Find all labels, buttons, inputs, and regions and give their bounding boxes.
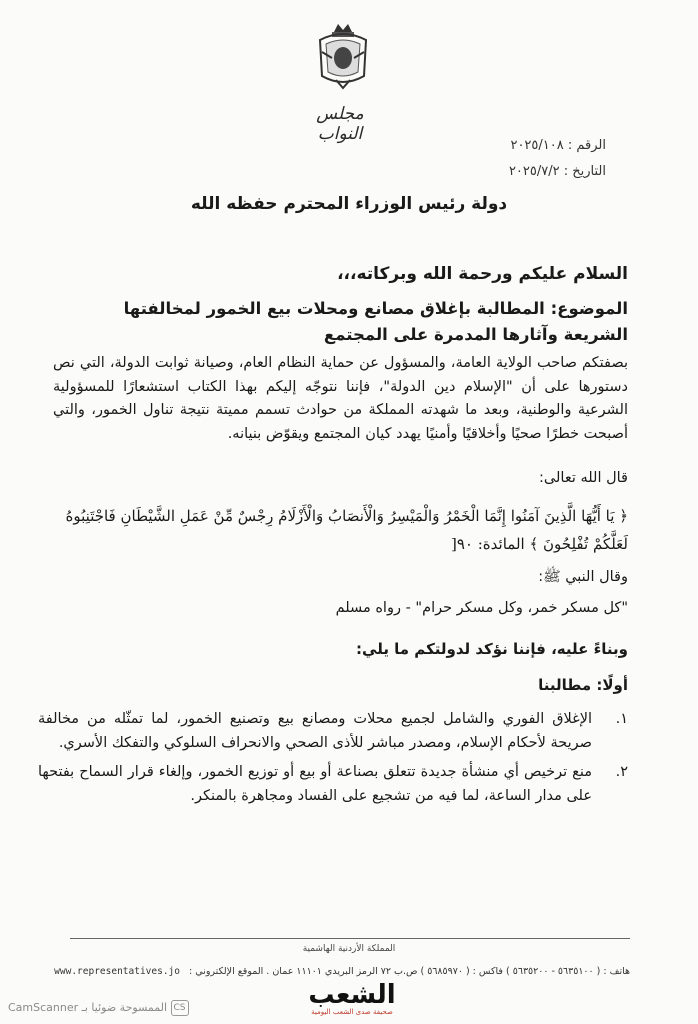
list-item-text: الإغلاق الفوري والشامل لجميع محلات ومصانع بيع وتصنيع الخمور، لما تمثّله من مخالفة صريحة لأحكام الإسلام، ومصدر مباشر للأذى الصحي والانحراف السلوكي والتفكك الأسري. [38, 711, 592, 751]
scanner-note: الممسوحة ضوئيا بـ CamScanner [8, 1001, 168, 1014]
quran-verse: ﴿ يَا أَيُّهَا الَّذِينَ آمَنُوا إِنَّمَا الْخَمْرُ وَالْمَيْسِرُ وَالْأَنصَابُ وَالْأَزْلَامُ رِجْسٌ مِّنْ عَمَلِ الشَّيْطَانِ فَاجْتَنِبُوهُ لَعَلَّكُمْ تُفْلِحُونَ ﴾ المائدة: ٩٠[ [65, 507, 628, 553]
addressee: دولة رئيس الوزراء المحترم حفظه الله [190, 194, 508, 214]
royal-crest-icon [314, 18, 372, 92]
list-item [38, 761, 628, 808]
demands-heading: أولًا: مطالبنا [538, 676, 628, 694]
quran-intro: قال الله تعالى: [539, 470, 628, 486]
hadith-quote: "كل مسكر خمر، وكل مسكر حرام" - رواه مسلم [335, 600, 628, 616]
subject-line: الموضوع: المطالبة بإغلاق مصانع ومحلات بيع الخمور لمخالفتها الشريعة وآثارها المدمرة على المجتمع [123, 299, 628, 344]
newspaper-watermark [292, 980, 412, 1016]
list-item-number: ١. [615, 711, 628, 727]
letter-date: التاريخ : ٢٠٢٥/٧/٢ [508, 164, 606, 179]
watermark-title: الشعب [308, 980, 396, 1010]
greeting: السلام عليكم ورحمة الله وبركاته،،، [337, 264, 628, 284]
intro-paragraph: بصفتكم صاحب الولاية العامة، والمسؤول عن حماية النظام العام، وصيانة ثوابت الدولة، التي نص دستورها على أن "الإسلام دين الدولة"، فإننا نتوجّه إليكم بهذا الكتاب استشعارًا للمسؤولية الشرعية والوطنية، وبعد ما شهدته المملكة من حوادث تسمم مميتة نتيجة تناول الخمور، والتي أصبحت خطرًا صحيًا وأخلاقيًا وأمنيًا يهدد كيان المجتمع ويقوّض بنيانه. [53, 355, 628, 442]
footer-divider [70, 938, 630, 939]
hadith-intro: وقال النبي ﷺ: [538, 569, 628, 585]
website-link[interactable]: www.representatives.jo [54, 966, 181, 977]
camscanner-icon: CS [171, 1000, 189, 1016]
list-item-text: منع ترخيص أي منشأة جديدة تتعلق بصناعة أو بيع أو توزيع الخمور، وإلغاء قرار السماح بفتحها على مدار الساعة، لما فيه من تشجيع على الفساد ومجاهرة بالمنكر. [38, 764, 592, 804]
footer-contact-text: هاتف : ( ٥٦٣٥١٠٠ - ٥٦٣٥٢٠٠ ) فاكس : ( ٥٦٨٥٩٧٠ ) ص.ب ٧٢ الرمز البريدي ١١١٠١ عمان . الموقع الإلكتروني : [189, 966, 630, 977]
reference-number: الرقم : ٢٠٢٥/١٠٨ [510, 138, 606, 153]
scanner-watermark [8, 1000, 189, 1016]
conclusion-line: وبناءً عليه، فإننا نؤكد لدولتكم ما يلي: [356, 640, 628, 658]
demands-list [38, 708, 628, 814]
council-name-logo: مجلس النواب [316, 104, 364, 144]
list-item [38, 708, 628, 755]
list-item-number: ٢. [615, 764, 628, 780]
footer-contact [54, 966, 630, 977]
watermark-tagline: صحيفة صدى الشعب اليومية [311, 1008, 393, 1016]
footer-organization: المملكة الأردنية الهاشمية [302, 944, 396, 954]
